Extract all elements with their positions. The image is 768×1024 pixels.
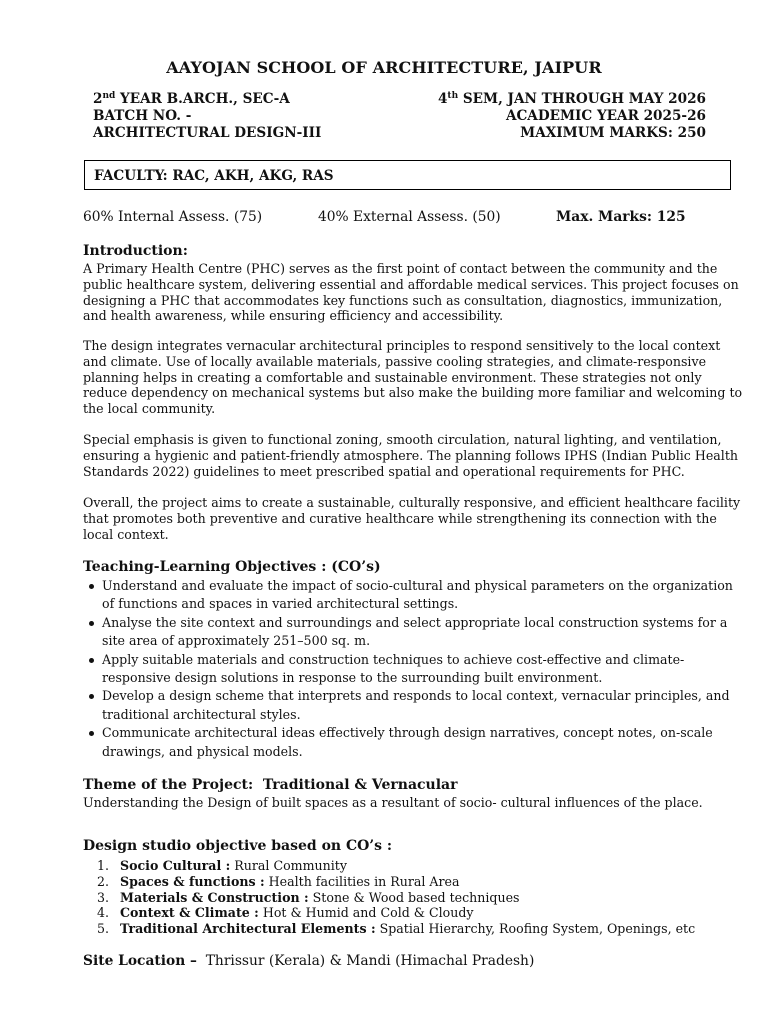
text-line: reduce dependency on mechanical systems but also make the building more familiar and welcoming to — [83, 385, 743, 401]
theme-label: Theme of the Project: — [83, 777, 254, 793]
item-text: Communicate architectural ideas effectively through design narratives, concept notes, on-scale — [102, 725, 713, 741]
text-line: The design integrates vernacular architectural principles to respond sensitively to the local context — [83, 338, 721, 353]
text-line: Special emphasis is given to functional zoning, smooth circulation, natural lighting, and ventilation, — [83, 432, 722, 447]
item-value: Hot & Humid and Cold & Cloudy — [258, 905, 474, 921]
item-label: Traditional Architectural Elements : — [120, 921, 376, 937]
list-item — [83, 614, 728, 651]
text-line: planning helps in creating a comfortable and sustainable environment. These strategies not only — [83, 369, 702, 385]
text-line: Overall, the project aims to create a sustainable, culturally responsive, and efficient healthcare facility — [83, 495, 741, 510]
item-label: Materials & Construction : — [120, 889, 309, 905]
item-text: Understand and evaluate the impact of socio-cultural and physical parameters on the organization — [102, 578, 733, 593]
text-line: local context. — [83, 526, 169, 542]
item-value: Stone & Wood based techniques — [308, 889, 520, 905]
site-location — [83, 953, 534, 969]
item-number: 4. — [97, 905, 110, 921]
item-value: Rural Community — [230, 858, 347, 873]
item-text: of functions and spaces in varied architectural settings. — [102, 596, 459, 612]
objectives-list — [83, 577, 733, 761]
text-line: Standards 2022) guidelines to meet prescribed spatial and operational requirements for PHC. — [83, 463, 685, 479]
list-item — [83, 921, 695, 937]
theme-value: Traditional & Vernacular — [262, 777, 458, 793]
bullet-icon — [89, 694, 94, 699]
semester-number: 4 — [437, 91, 448, 107]
internal-assessment: 60% Internal Assess. (75) — [83, 209, 263, 225]
list-item — [83, 577, 733, 614]
item-text: drawings, and physical models. — [102, 743, 303, 759]
year-number: 2 — [93, 91, 103, 107]
school-title: AAYOJAN SCHOOL OF ARCHITECTURE, JAIPUR — [166, 58, 602, 77]
text-line: the local community. — [83, 401, 216, 417]
item-text: Apply suitable materials and construction techniques to achieve cost-effective and climate- — [102, 651, 685, 667]
introduction-heading: Introduction: — [83, 243, 188, 259]
bullet-icon — [89, 621, 94, 626]
list-item — [83, 687, 730, 724]
faculty-box — [84, 160, 731, 190]
intro-paragraph-1 — [83, 261, 739, 324]
text-line: and climate. Use of locally available materials, passive cooling strategies, and climate-responsive — [83, 353, 707, 369]
list-item — [83, 724, 723, 761]
text-line: and health awareness, while ensuring efficiency and accessibility. — [83, 308, 504, 324]
semester-text: SEM, JAN THROUGH MAY 2026 — [458, 91, 706, 107]
list-item — [83, 905, 695, 921]
max-marks: Max. Marks: 125 — [556, 209, 686, 225]
year-section-text: YEAR B.ARCH., SEC-A — [115, 91, 290, 107]
text-line: that promotes both preventive and curative healthcare while strengthening its connection with the — [83, 510, 717, 526]
year-suffix: nd — [102, 91, 116, 101]
bullet-icon — [89, 731, 94, 736]
text-line: A Primary Health Centre (PHC) serves as the first point of contact between the community and the — [83, 261, 718, 276]
item-value: Health facilities in Rural Area — [264, 873, 460, 889]
text-line: Understanding the Design of built spaces as a resultant of socio- cultural influences of the place. — [83, 795, 703, 810]
item-number: 2. — [97, 873, 110, 889]
item-text: responsive design solutions in response to the surrounding built environment. — [102, 670, 603, 686]
item-label: Context & Climate : — [120, 905, 259, 921]
item-text: Analyse the site context and surroundings and select appropriate local construction systems for a — [102, 614, 728, 630]
item-number: 3. — [97, 889, 110, 905]
course-line: ARCHITECTURAL DESIGN-III — [93, 125, 322, 141]
studio-objectives-list — [83, 858, 695, 937]
faculty-text: FACULTY: RAC, AKH, AKG, RAS — [94, 168, 334, 184]
item-label: Socio Cultural : — [120, 858, 231, 873]
list-item — [83, 858, 695, 874]
theme-text — [83, 795, 713, 811]
objectives-heading: Teaching-Learning Objectives : (CO’s) — [83, 559, 381, 575]
item-text: site area of approximately 251–500 sq. m. — [102, 633, 371, 649]
academic-year-line: ACADEMIC YEAR 2025-26 — [505, 108, 706, 124]
text-line: ensuring a hygienic and patient-friendly atmosphere. The planning follows IPHS (Indian Public Health — [83, 447, 738, 463]
item-number: 1. — [97, 858, 110, 873]
text-line: public healthcare system, delivering essential and affordable medical services. This project focuses on — [83, 276, 739, 292]
external-assessment: 40% External Assess. (50) — [318, 209, 501, 225]
item-label: Spaces & functions : — [120, 873, 265, 889]
header-left-block — [93, 91, 321, 142]
studio-heading: Design studio objective based on CO’s : — [83, 838, 393, 854]
site-value: Thrissur (Kerala) & Mandi (Himachal Pradesh) — [205, 953, 535, 969]
intro-paragraph-2 — [83, 338, 743, 417]
batch-line: BATCH NO. - — [93, 108, 192, 124]
bullet-icon — [89, 658, 94, 663]
list-item — [83, 651, 723, 688]
item-text: traditional architectural styles. — [102, 706, 301, 722]
theme-heading — [83, 777, 458, 793]
bullet-icon — [89, 584, 94, 589]
text-line: designing a PHC that accommodates key functions such as consultation, diagnostics, immunization, — [83, 292, 723, 308]
intro-paragraph-4 — [83, 495, 741, 542]
list-item — [83, 874, 695, 890]
semester-suffix: th — [447, 91, 459, 101]
intro-paragraph-3 — [83, 432, 738, 479]
semester-line — [438, 91, 706, 108]
site-label: Site Location – — [83, 953, 197, 969]
maximum-marks-line: MAXIMUM MARKS: 250 — [520, 125, 706, 141]
header-right-block — [438, 91, 706, 142]
year-section-line — [93, 91, 321, 108]
item-number: 5. — [97, 921, 110, 937]
item-value: Spatial Hierarchy, Roofing System, Openings, etc — [375, 921, 696, 937]
list-item — [83, 890, 695, 906]
item-text: Develop a design scheme that interprets and responds to local context, vernacular principles, and — [102, 688, 730, 704]
